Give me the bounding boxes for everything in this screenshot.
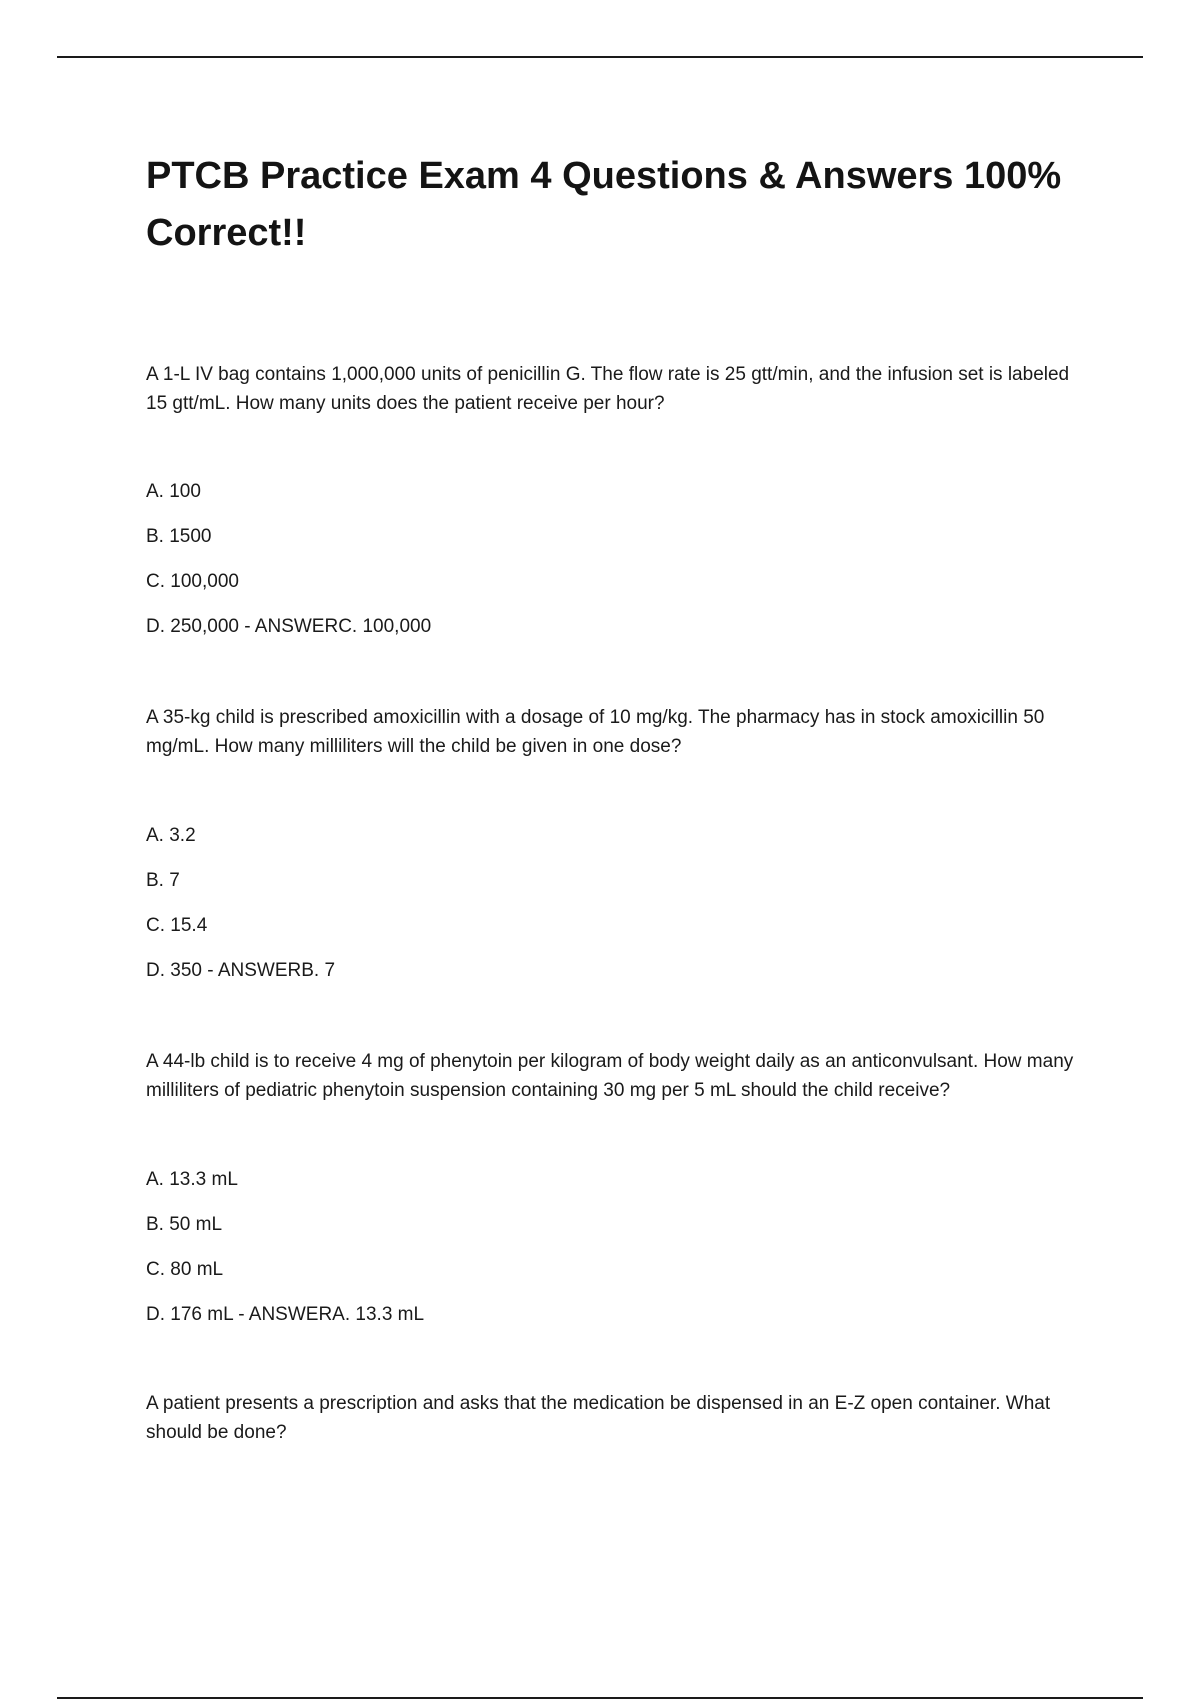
question-block-1 [146,360,1076,641]
question-text: A 35-kg child is prescribed amoxicillin with a dosage of 10 mg/kg. The pharmacy has in stock amoxicillin 50 mg/mL. How many milliliters will the child be given in one dose? [146,707,1045,757]
option-b: B. 1500 [146,526,212,547]
document-title: PTCB Practice Exam 4 Questions & Answers 100% Correct!! [146,155,1062,254]
question-block-3 [146,1047,1076,1329]
option-d-with-answer: D. 176 mL - ANSWERA. 13.3 mL [146,1304,425,1325]
option-d-with-answer: D. 250,000 - ANSWERC. 100,000 [146,616,432,637]
option-a: A. 13.3 mL [146,1169,238,1190]
option-d-with-answer: D. 350 - ANSWERB. 7 [146,960,336,981]
question-text: A 44-lb child is to receive 4 mg of phenytoin per kilogram of body weight daily as an anticonvulsant. How many milliliters of pediatric phenytoin suspension containing 30 mg per 5 mL should the child receive? [146,1051,1074,1101]
option-a: A. 3.2 [146,825,196,846]
option-c: C. 100,000 [146,571,239,592]
document-body [146,148,1076,1447]
option-a: A. 100 [146,481,201,502]
option-b: B. 50 mL [146,1214,223,1235]
question-text: A 1-L IV bag contains 1,000,000 units of penicillin G. The flow rate is 25 gtt/min, and the infusion set is labeled 15 gtt/mL. How many units does the patient receive per hour? [146,364,1070,414]
answer-options [146,477,1076,641]
question-text: A patient presents a prescription and asks that the medication be dispensed in an E-Z open container. What should be done? [146,1393,1051,1443]
answer-options [146,1165,1076,1329]
question-block-2 [146,703,1076,985]
question-block-4 [146,1389,1076,1447]
answer-options [146,821,1076,985]
option-b: B. 7 [146,870,180,891]
top-divider [57,56,1143,58]
bottom-divider [57,1697,1143,1699]
option-c: C. 15.4 [146,915,208,936]
option-c: C. 80 mL [146,1259,224,1280]
